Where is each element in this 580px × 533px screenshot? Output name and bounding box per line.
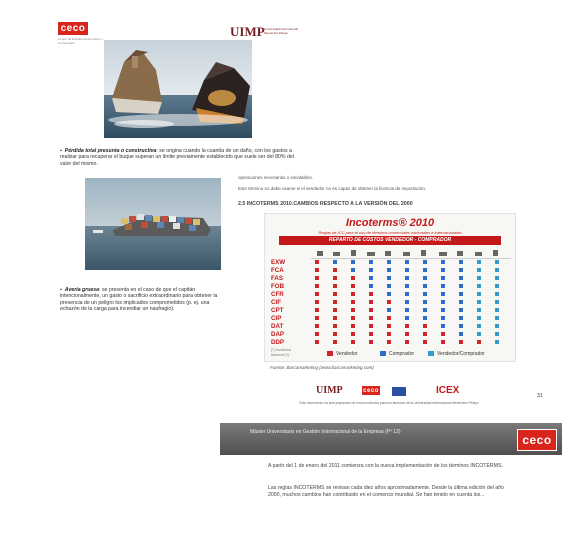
transport-icons-strip <box>311 246 511 259</box>
grid-cell <box>333 260 337 264</box>
grid-cell <box>351 260 355 264</box>
grid-cell <box>369 292 373 296</box>
page3-ceco-logo: ceco <box>517 429 557 451</box>
incoterm-cpt: CPT <box>271 307 284 314</box>
shipwreck-photo <box>104 40 252 138</box>
ceco-logo: ceco <box>58 22 88 35</box>
grid-cell <box>333 332 337 336</box>
grid-cell <box>351 284 355 288</box>
incoterm-dap: DAP <box>271 331 285 338</box>
grid-cell <box>459 276 463 280</box>
bullet-marker: ▪ <box>60 148 64 154</box>
incoterms-footnote-2: Nacional (*) <box>271 353 290 357</box>
legend-seller: Vendedor <box>336 351 358 357</box>
grid-cell <box>369 268 373 272</box>
grid-cell <box>387 284 391 288</box>
bullet-total-loss <box>60 148 295 167</box>
grid-cell <box>495 276 499 280</box>
containership-photo <box>85 178 221 270</box>
grid-cell <box>387 340 391 344</box>
grid-cell <box>351 300 355 304</box>
grid-cell <box>441 324 445 328</box>
grid-cell <box>315 300 319 304</box>
page-2 <box>232 175 543 420</box>
grid-cell <box>405 292 409 296</box>
grid-cell <box>423 340 427 344</box>
grid-cell <box>405 316 409 320</box>
line-license: Este término no debe usarse si el vendedor no es capaz de obtener la licencia de importación. <box>238 186 427 191</box>
grid-cell <box>495 316 499 320</box>
grid-cell <box>333 324 337 328</box>
grid-cell <box>495 268 499 272</box>
page-number: 31 <box>537 393 543 399</box>
bullet2-lead: Avería gruesa <box>64 287 100 293</box>
grid-cell <box>369 324 373 328</box>
grid-cell <box>459 292 463 296</box>
grid-cell <box>495 308 499 312</box>
grid-cell <box>351 292 355 296</box>
incoterm-labels <box>271 259 301 347</box>
grid-cell <box>387 268 391 272</box>
grid-cell <box>405 332 409 336</box>
incoterm-cost-grid <box>311 260 511 348</box>
grid-cell <box>369 340 373 344</box>
grid-cell <box>351 340 355 344</box>
grid-cell <box>477 316 481 320</box>
grid-cell <box>441 340 445 344</box>
bullet-general-average <box>60 287 225 313</box>
footer-icex-logo: ICEX <box>436 385 460 396</box>
incoterm-fob: FOB <box>271 283 285 290</box>
grid-cell <box>441 316 445 320</box>
grid-cell <box>423 284 427 288</box>
grid-cell <box>351 332 355 336</box>
grid-cell <box>369 332 373 336</box>
grid-cell <box>369 260 373 264</box>
grid-cell <box>441 300 445 304</box>
legend-shared: Vendedor/Comprador <box>437 351 485 357</box>
bullet-marker: ▪ <box>60 287 64 293</box>
grid-cell <box>477 300 481 304</box>
grid-cell <box>423 268 427 272</box>
grid-cell <box>387 308 391 312</box>
grid-cell <box>405 340 409 344</box>
grid-cell <box>459 324 463 328</box>
grid-cell <box>441 276 445 280</box>
grid-cell <box>315 284 319 288</box>
grid-cell <box>369 300 373 304</box>
grid-cell <box>351 276 355 280</box>
grid-cell <box>441 268 445 272</box>
source-line: Fuente: Barcamarketing (www.barcamarketing.com) <box>270 365 374 370</box>
ceco-caption: Centro de Estudios Económicos y Comerciales <box>58 37 104 45</box>
grid-cell <box>387 292 391 296</box>
bullet2-text: : se presenta en el caso de que el capitán intencionalmente, un gasto o sacrificio extraordinario para obtener la presencia de un peligro los implicados comprometidos (p. ej. una echazón de la carga para incendiar un naufragio). <box>60 287 218 313</box>
grid-cell <box>315 332 319 336</box>
grid-cell <box>477 332 481 336</box>
page3-para1: A partir del 1 de enero del 2011 comienza con la nueva implementación de los términos INCOTERMS. <box>268 463 503 469</box>
grid-cell <box>387 332 391 336</box>
grid-cell <box>351 324 355 328</box>
grid-cell <box>495 340 499 344</box>
footer-disclaimer: Este documento ha sido preparado de forma exclusiva para los alumnos de la Universidad Internacional Menéndez Pelayo <box>299 401 479 405</box>
legend-seller-swatch <box>327 351 333 356</box>
eu-flag-icon <box>392 387 406 396</box>
footer-ceco-logo: ceco <box>363 387 379 394</box>
page3-header-bar <box>220 423 562 455</box>
grid-cell <box>477 340 481 344</box>
grid-cell <box>315 340 319 344</box>
grid-cell <box>333 300 337 304</box>
grid-cell <box>459 300 463 304</box>
grid-cell <box>333 316 337 320</box>
grid-cell <box>333 284 337 288</box>
grid-cell <box>459 308 463 312</box>
grid-cell <box>495 284 499 288</box>
incoterm-fca: FCA <box>271 267 284 274</box>
grid-cell <box>387 324 391 328</box>
page3-header-title: Máster Universitario en Gestión Internacional de la Empresa (Pº 13) <box>250 429 401 435</box>
grid-cell <box>459 340 463 344</box>
grid-cell <box>405 260 409 264</box>
uimp-caption: Universidad Internacional Menéndez Pelayo <box>264 27 298 35</box>
grid-cell <box>423 300 427 304</box>
grid-cell <box>405 268 409 272</box>
incoterm-cip: CIP <box>271 315 282 322</box>
top-text: operaciones necesarias o inevitables. <box>238 175 314 180</box>
grid-cell <box>477 324 481 328</box>
incoterms-subtitle: Reglas de ICC para el uso de términos comerciales nacionales e internacionales <box>318 230 462 235</box>
page3-para2: Las reglas INCOTERMS se revisan cada diez años aproximadamente. Desde la última edición del año 2000, muchos cambios han contribuido en el comercio mundial. Se han tenido en cuenta los... <box>268 485 504 498</box>
grid-cell <box>423 292 427 296</box>
grid-cell <box>477 292 481 296</box>
legend-buyer-swatch <box>380 351 386 356</box>
grid-cell <box>387 260 391 264</box>
grid-cell <box>441 308 445 312</box>
page-3 <box>220 423 562 513</box>
grid-cell <box>333 268 337 272</box>
grid-cell <box>441 260 445 264</box>
grid-cell <box>315 276 319 280</box>
grid-cell <box>351 316 355 320</box>
grid-cell <box>423 316 427 320</box>
grid-cell <box>495 260 499 264</box>
grid-cell <box>495 324 499 328</box>
grid-cell <box>459 260 463 264</box>
grid-cell <box>441 332 445 336</box>
grid-cell <box>459 316 463 320</box>
grid-cell <box>333 276 337 280</box>
grid-cell <box>495 300 499 304</box>
grid-cell <box>405 324 409 328</box>
section-heading: 2.5 INCOTERMS 2010.CAMBIOS RESPECTO A LA VERSIÓN DEL 2000 <box>238 201 413 207</box>
grid-cell <box>387 276 391 280</box>
grid-cell <box>369 316 373 320</box>
grid-cell <box>369 276 373 280</box>
grid-cell <box>495 292 499 296</box>
grid-cell <box>477 260 481 264</box>
grid-cell <box>495 332 499 336</box>
grid-cell <box>315 308 319 312</box>
legend-buyer: Comprador <box>389 351 415 357</box>
grid-cell <box>459 268 463 272</box>
footer-uimp-logo: UIMP <box>316 385 343 396</box>
incoterm-ddp: DDP <box>271 339 285 346</box>
grid-cell <box>351 268 355 272</box>
incoterms-table <box>264 213 516 362</box>
bullet1-text: : se origina cuando la cuantía de un daño, con los gastos a realizar para recuperar el buque superan un límite previamente establecido que suele ser del 80% del valor del mismo. <box>60 148 294 167</box>
incoterm-fas: FAS <box>271 275 284 282</box>
grid-cell <box>477 268 481 272</box>
grid-cell <box>423 324 427 328</box>
grid-cell <box>405 284 409 288</box>
grid-cell <box>387 300 391 304</box>
grid-cell <box>423 260 427 264</box>
grid-cell <box>423 276 427 280</box>
grid-cell <box>315 316 319 320</box>
grid-cell <box>405 308 409 312</box>
grid-cell <box>315 292 319 296</box>
incoterm-cfr: CFR <box>271 291 284 298</box>
incoterm-exw: EXW <box>271 259 286 266</box>
uimp-logo: UIMP <box>230 24 265 39</box>
grid-cell <box>459 284 463 288</box>
grid-cell <box>441 284 445 288</box>
grid-cell <box>333 308 337 312</box>
grid-cell <box>477 276 481 280</box>
grid-cell <box>477 284 481 288</box>
grid-cell <box>315 268 319 272</box>
incoterms-header: REPARTO DE COSTOS VENDEDOR - COMPRADOR <box>279 236 501 245</box>
grid-cell <box>369 308 373 312</box>
grid-cell <box>459 332 463 336</box>
incoterms-title: Incoterms® 2010 <box>345 217 435 229</box>
incoterms-footnote: (*) Incoterms <box>271 348 292 352</box>
grid-cell <box>315 324 319 328</box>
grid-cell <box>387 316 391 320</box>
incoterm-cif: CIF <box>271 299 281 306</box>
grid-cell <box>333 340 337 344</box>
grid-cell <box>441 292 445 296</box>
grid-cell <box>351 308 355 312</box>
grid-cell <box>477 308 481 312</box>
grid-cell <box>423 308 427 312</box>
incoterm-dat: DAT <box>271 323 284 330</box>
grid-cell <box>333 292 337 296</box>
legend-shared-swatch <box>428 351 434 356</box>
bullet1-lead: Pérdida total presunta o constructiva <box>64 148 157 154</box>
grid-cell <box>405 276 409 280</box>
grid-cell <box>405 300 409 304</box>
grid-cell <box>369 284 373 288</box>
grid-cell <box>423 332 427 336</box>
grid-cell <box>315 260 319 264</box>
